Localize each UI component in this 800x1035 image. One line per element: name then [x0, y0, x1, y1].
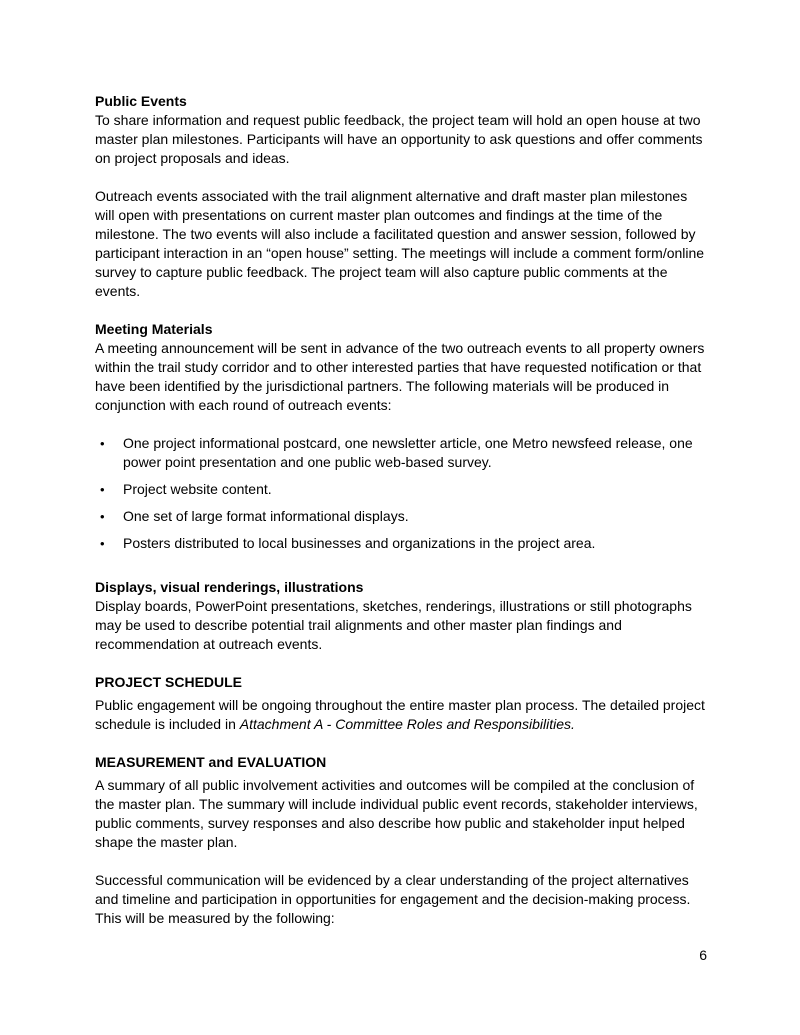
materials-bullet-list [95, 434, 709, 553]
list-item [95, 534, 709, 553]
bullet-item-text: Posters distributed to local businesses and organizations in the project area. [123, 535, 596, 551]
document-content [95, 92, 709, 928]
paragraph-measurement-2: Successful communication will be evidenced by a clear understanding of the project alternatives and timeline and participation in opportunities for engagement and the decision-making process. This will be measured by the following: [95, 872, 691, 926]
list-item [95, 507, 709, 526]
list-item [95, 480, 709, 499]
bullet-icon: • [100, 536, 105, 551]
section-displays [95, 578, 709, 654]
heading-public-events: Public Events [95, 93, 187, 109]
heading-meeting-materials: Meeting Materials [95, 321, 213, 337]
section-public-events [95, 92, 709, 301]
bullet-item-text: One project informational postcard, one newsletter article, one Metro newsfeed release, one power point presentation and one public web-based survey. [123, 435, 693, 470]
paragraph-text: Public engagement will be ongoing throughout the entire master plan process. The detailed project schedule is included in [95, 697, 705, 732]
bullet-item-text: One set of large format informational displays. [123, 508, 409, 524]
section-meeting-materials [95, 320, 709, 553]
list-item [95, 434, 709, 472]
paragraph-displays: Display boards, PowerPoint presentations, sketches, renderings, illustrations or still photographs may be used to describe potential trail alignments and other master plan findings and recommendation at outreach events. [95, 598, 692, 652]
heading-displays: Displays, visual renderings, illustrations [95, 579, 364, 595]
paragraph-project-schedule [95, 696, 709, 734]
bullet-icon: • [100, 482, 105, 497]
bullet-item-text: Project website content. [123, 481, 272, 497]
paragraph-meeting-materials: A meeting announcement will be sent in advance of the two outreach events to all property owners within the trail study corridor and to other interested parties that have requested notification or that have been identified by the jurisdictional partners. The following materials will be produced in conjunction with each round of outreach events: [95, 340, 705, 413]
attachment-reference: Attachment A - Committee Roles and Responsibilities. [239, 716, 575, 732]
paragraph-public-events-2: Outreach events associated with the trail alignment alternative and draft master plan milestones will open with presentations on current master plan outcomes and findings at the time of the milestone. The two events will also include a facilitated question and answer session, followed by participant interaction in an “open house” setting. The meetings will include a comment form/online survey to capture public feedback. The project team will also capture public comments at the events. [95, 188, 705, 299]
paragraph-public-events-1: To share information and request public feedback, the project team will hold an open house at two master plan milestones. Participants will have an opportunity to ask questions and offer comments on project proposals and ideas. [95, 112, 703, 166]
section-project-schedule [95, 673, 709, 734]
section-measurement-evaluation [95, 753, 709, 928]
heading-measurement-evaluation: MEASUREMENT and EVALUATION [95, 754, 327, 770]
page-number: 6 [699, 947, 707, 963]
bullet-icon: • [100, 509, 105, 524]
paragraph-measurement-1: A summary of all public involvement activities and outcomes will be compiled at the conclusion of the master plan. The summary will include individual public event records, stakeholder interviews, public comments, survey responses and also describe how public and stakeholder input helped shape the master plan. [95, 777, 698, 850]
heading-project-schedule: PROJECT SCHEDULE [95, 674, 243, 690]
bullet-icon: • [100, 436, 105, 451]
